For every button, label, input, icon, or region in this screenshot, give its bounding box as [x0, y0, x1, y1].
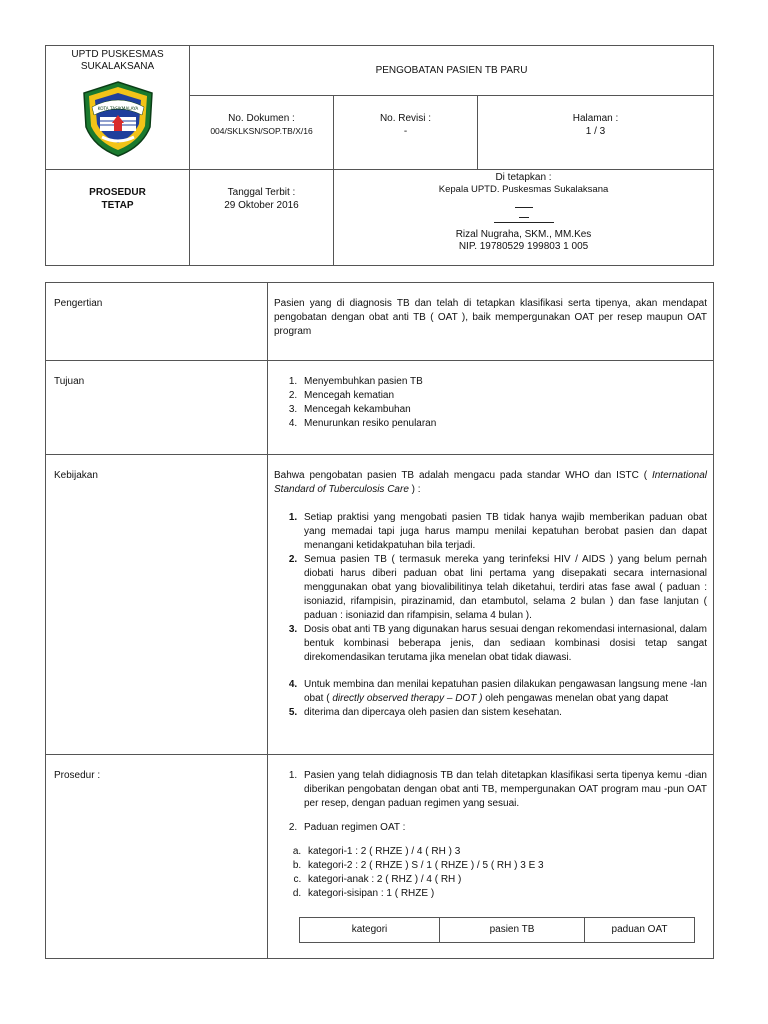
- content-prosedur: [268, 755, 714, 959]
- signer-name: Rizal Nugraha, SKM., MM.Kes: [455, 229, 592, 240]
- regimen-list: [278, 845, 707, 901]
- text-pengertian: Pasien yang di diagnosis TB dan telah di tetapkan klasifikasi serta tipenya, akan mendapat pengobatan dengan obat anti TB ( OAT ), baik mempergunakan OAT per resep maupun OAT program: [268, 283, 714, 361]
- list-item: 4. Menurunkan resiko penularan: [300, 417, 707, 431]
- sop-content-table: [45, 282, 714, 959]
- set-label: Di tetapkan :: [495, 172, 552, 183]
- table-header-pasien: pasien TB: [440, 918, 585, 943]
- doc-number-value: 004/SKLKSN/SOP.TB/X/16: [210, 126, 313, 136]
- regimen-table: [299, 917, 695, 943]
- row-kebijakan: [46, 455, 714, 755]
- procedure-line1: PROSEDUR: [89, 187, 146, 198]
- label-pengertian: Pengertian: [46, 283, 268, 361]
- kebijakan-list: [274, 511, 707, 720]
- issue-date-label: Tanggal Terbit :: [227, 187, 296, 198]
- document-header: [45, 45, 714, 266]
- list-item: 3. Mencegah kekambuhan: [300, 403, 707, 417]
- revision-cell: [334, 96, 478, 170]
- org-cell: [46, 46, 190, 170]
- list-item: 2. Mencegah kematian: [300, 389, 707, 403]
- prosedur-list: [274, 769, 707, 901]
- page-label: Halaman :: [572, 113, 619, 124]
- table-header-kategori: kategori: [300, 918, 440, 943]
- table-header-paduan: paduan OAT: [585, 918, 695, 943]
- row-pengertian: [46, 283, 714, 361]
- signer-nip: NIP. 19780529 199803 1 005: [458, 241, 589, 252]
- label-prosedur: Prosedur :: [46, 755, 268, 959]
- procedure-cell: [46, 170, 190, 266]
- city-emblem-logo: [78, 79, 158, 159]
- row-tujuan: [46, 361, 714, 455]
- row-prosedur: [46, 755, 714, 959]
- page-value: 1 / 3: [585, 126, 606, 137]
- label-kebijakan: Kebijakan: [46, 455, 268, 755]
- page-cell: [478, 96, 714, 170]
- list-item: 4. Untuk membina dan menilai kepatuhan pasien dilakukan pengawasan langsung mene -lan obat ( directly observed therapy – DOT ) oleh pengawas menelan obat yang dapat: [300, 678, 707, 706]
- issue-date-value: 29 Oktober 2016: [224, 200, 299, 211]
- list-item: 5. diterima dan dipercaya oleh pasien dan sistem kesehatan.: [300, 706, 707, 720]
- signature-area: [334, 196, 713, 218]
- content-tujuan: [268, 361, 714, 455]
- doc-number-cell: [190, 96, 334, 170]
- revision-value: -: [403, 126, 408, 137]
- doc-number-label: No. Dokumen :: [228, 113, 295, 124]
- set-by: Kepala UPTD. Puskesmas Sukalaksana: [438, 184, 609, 195]
- tujuan-list: [274, 375, 707, 431]
- revision-label: No. Revisi :: [379, 113, 432, 124]
- list-item: c. kategori-anak : 2 ( RHZ ) / 4 ( RH ): [304, 873, 707, 887]
- approval-cell: [334, 170, 714, 266]
- list-item: 1. Pasien yang telah didiagnosis TB dan telah ditetapkan klasifikasi serta tipenya kemu -dian diberikan pengobatan dengan obat anti TB, mempergunakan OAT program mau -pun OAT per resep, dengan paduan regimen yang sesuai.: [300, 769, 707, 811]
- list-item: d. kategori-sisipan : 1 ( RHZE ): [304, 887, 707, 901]
- list-item: 3. Dosis obat anti TB yang digunakan harus sesuai dengan rekomendasi internasional, dalam bentuk kombinasi beberapa jenis, dan sediaan kombinasi dosisi tetap sangat direkomendasikan terutama jika menelan obat tidak diawasi.: [300, 623, 707, 665]
- procedure-line2: TETAP: [101, 200, 134, 211]
- kebijakan-intro: Bahwa pengobatan pasien TB adalah mengacu pada standar WHO dan ISTC ( International Standard of Tuberculosis Care ) :: [274, 470, 707, 495]
- list-item: 1. Setiap praktisi yang mengobati pasien TB tidak hanya wajib memberikan paduan obat yang memadai tapi juga harus mampu menilai kepatuhan berobat pasien dan dapat menangani ketidakpatuhan bila terjadi.: [300, 511, 707, 553]
- document-title: PENGOBATAN PASIEN TB PARU: [190, 46, 714, 96]
- issue-date-cell: [190, 170, 334, 266]
- list-item: b. kategori-2 : 2 ( RHZE ) S / 1 ( RHZE ) / 5 ( RH ) 3 E 3: [304, 859, 707, 873]
- content-kebijakan: [268, 455, 714, 755]
- list-item: 1. Menyembuhkan pasien TB: [300, 375, 707, 389]
- list-item: 2. Semua pasien TB ( termasuk mereka yang terinfeksi HIV / AIDS ) yang belum pernah diobati harus diberi paduan obat lini pertama yang disepakati secara internasional menggunakan obat yang biovalibilitinya telah diketahui, terdiri atas fase awal ( paduan : isoniazid, rifampisin, pirazinamid, dan etambutol, selama 2 bulan ) dan fase lanjutan ( paduan : isoniazid dan rifampisin, selama 4 bulan ).: [300, 553, 707, 623]
- org-name-line2: SUKALAKSANA: [80, 61, 155, 72]
- logo-ribbon-text: KOTA TASIKMALAYA: [97, 106, 138, 111]
- list-item: a. kategori-1 : 2 ( RHZE ) / 4 ( RH ) 3: [304, 845, 707, 859]
- list-item: 2. Paduan regimen OAT : a. kategori-1 : 2 ( RHZE ) / 4 ( RH ) 3 b. kategori-2 : 2 ( RHZE ) S / 1 ( RHZE ) / 5 ( RH ) 3 E 3 c. kategori-anak : 2 ( RHZ ) / 4 ( RH ) d. kategori-sisipan : 1 ( RHZE ): [300, 821, 707, 901]
- org-name-line1: UPTD PUSKESMAS: [71, 49, 164, 60]
- label-tujuan: Tujuan: [46, 361, 268, 455]
